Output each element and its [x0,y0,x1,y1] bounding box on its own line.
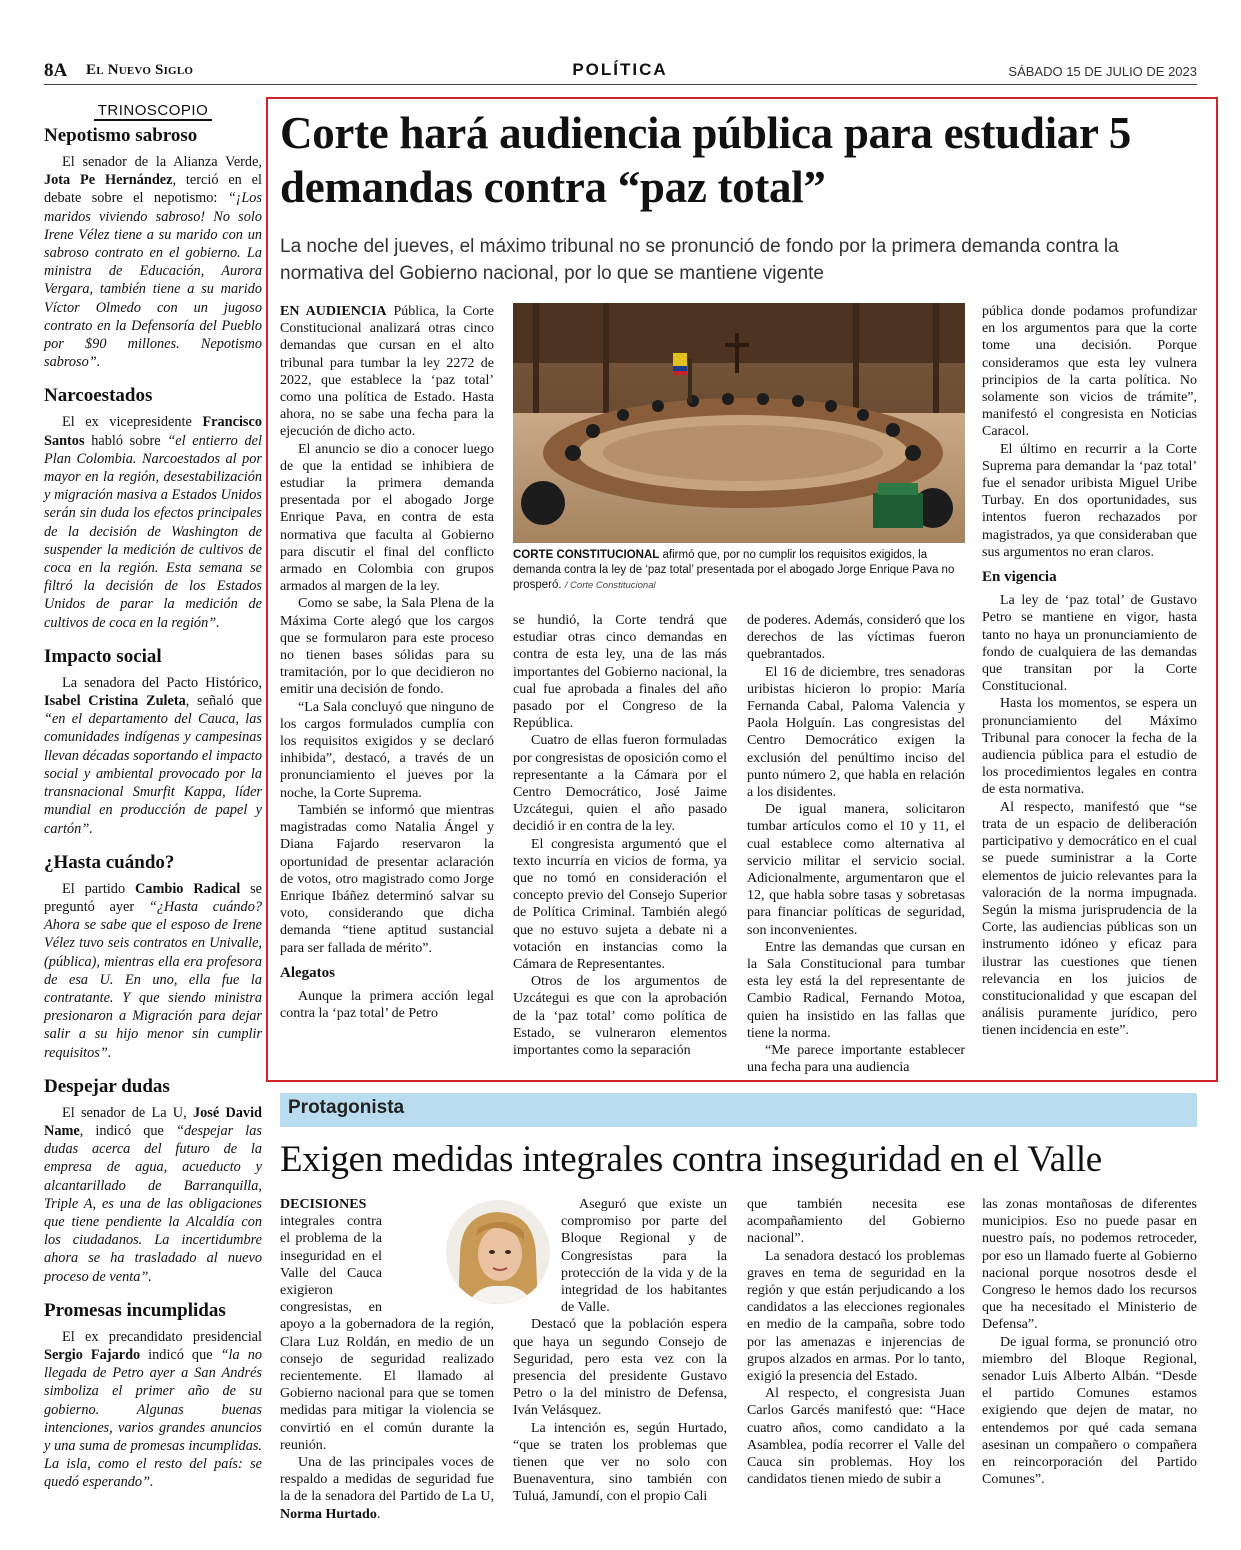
article-headline: Corte hará audiencia pública para estudiar 5 demandas contra “paz total” [280,108,1132,212]
sidebar-heading: Promesas incumplidas [44,1299,226,1321]
court-chamber-photo [513,303,965,543]
article-subhead: La noche del jueves, el máximo tribunal no se pronunció de fondo por la primera demanda contra la normativa del Gobierno nacional, por lo que se mantiene vigente [280,236,1119,284]
sidebar-heading: Impacto social [44,645,162,667]
sidebar-heading: Despejar dudas [44,1075,170,1097]
protagonista-headline: Exigen medidas integrales contra inseguridad en el Valle [280,1139,1102,1180]
sidebar-text: La senadora del Pacto Histórico, Isabel Cristina Zuleta, señaló que “en el departamento del Cauca, las comunidades indígenas y campesinas llevan décadas soportando el impacto social y ambiental provocado por la transnacional Smurfit Kappa, líder mundial en producción de papel y cartón”. [44,674,262,837]
caption-credit: / Corte Constitucional [564,580,656,591]
sidebar-heading: Nepotismo sabroso [44,125,198,146]
sidebar-heading: Narcoestados [44,385,153,407]
article-column-3: de poderes. Además, consideró que los derechos de las víctimas fueron quebrantados. El 16 de diciembre, tres senadoras uribistas hicieron lo propio: María Fernanda Cabal, Paloma Valencia y Paola Holguín. Las congresistas del Centro Democrático exigen la exclusión del penúltimo inciso del punto número 2, que habla en relación a los disidentes. De igual manera, solicitaron tumbar artículos como el 10 y 11, el cual establece como alternativa al servicio militar el servicio social. Adicionalmente, argumentaron que el 12, que habla sobre tasas y sobretasas para financiar políticas de seguridad, son inconvenientes. Entre las demandas que cursan en la Sala Constitucional para tumbar esta ley está la del representante de Cambio Radical, Fernando Motoa, quien ha insistido en las fallas que tiene la norma. “Me parece importante establecer una fecha para una audiencia [747,613,965,1076]
photo-caption [513,548,965,593]
sidebar-text: El ex precandidato presidencial Sergio Fajardo indicó que “la no llegada de Petro ayer a San Andrés simboliza el primer año de su gobierno. Algunas buenas intenciones, varios grandes anuncios y una suma de promesas incumplidas. La isla, como el resto del país: se quedó esperando”. [44,1328,262,1491]
page-number: 8A [44,60,68,81]
sidebar-heading: ¿Hasta cuándo? [44,851,175,873]
article-column-4: pública donde podamos profundizar en los argumentos para que la corte tome una decisión. Porque consideramos que esta ley vulnera principios de la carta política. No solamente son vicios de trámite”, manifestó el congresista en Noticias Caracol. El último en recurrir a la Corte Suprema para demandar la ‘paz total’ fue el senador uribista Miguel Uribe Turbay. En dos oportunidades, sus intentos fueron rechazados por magistrados, ya que consideraban que sus argumentos no eran claros. En vigencia La ley de ‘paz total’ de Gustavo Petro se mantiene en vigor, hasta tanto no haya un pronunciamiento de fondo de cualquiera de las demandas que transitan por la Corte Constitucional. Hasta los momentos, se espera un pronunciamiento del Máximo Tribunal para conocer la fecha de la audiencia pública para el estudio de los procedimientos legales en contra de esta normativa. Al respecto, manifestó que “se trata de un espacio de deliberación participativo y democrático en el cual se puede suministrar a la Corte elementos de juicio relevantes para la valoración de la norma impugnada. Según la misma jurisprudencia de la Corte, las audiencias públicas son un instrumento idóneo y eficaz para ilustrar las cuestiones que tienen relevancia en los juicios de constitucionalidad y que escapan del análisis puramente jurídico, pero tienen incidencia en este”. [982,304,1197,1039]
paper-name: El Nuevo Siglo [86,62,194,78]
caption-lead: CORTE CONSTITUCIONAL [513,549,660,561]
header-rule [44,84,1197,85]
portrait-spacer-left [513,1196,557,1300]
protagonista-column-2-text: Aseguró que existe un compromiso por parte del Bloque Regional y de Congresistas para la protección de la vida y de la integridad de los habitantes de Valle. Destacó que la población espera que haya un segundo Consejo de Seguridad, pero esta vez con la presencia del presidente Gustavo Petro o la del ministro de Defensa, Iván Velásquez. La intención es, según Hurtado, “que se traten los problemas que tienen que ver no solo con Buenaventura, sino también con Tuluá, Jamundí, con el propio Cali [513,1197,727,1505]
protagonista-column-1-text: DECISIONES integrales contra el problema de la inseguridad en el Valle del Cauca exigieron congresistas, en apoyo a la gobernadora de la región, Clara Luz Roldán, en medio de un consejo de seguridad realizado recientemente. El llamado al Gobierno nacional para que se tomen medidas para mitigar la violencia se convirtió en el común durante la reunión. Una de las principales voces de respaldo a medidas de seguridad fue la de la senadora del Partido de La U, Norma Hurtado. [280,1197,494,1522]
section-title: POLÍTICA [572,60,668,79]
sidebar-text: El partido Cambio Radical se preguntó ayer “¿Hasta cuándo? Ahora se sabe que el esposo de Irene Vélez tuvo seis contratos en Univalle, (pública), mientras ella era profesora de esa U. En uno, ella fue la contratante. Y que siendo ministra presionaron a Migración para dejar salir a su hijo menor sin cumplir requisitos”. [44,880,262,1061]
protagonista-label: Protagonista [288,1097,405,1118]
protagonista-column-4: las zonas montañosas de diferentes municipios. Eso no puede pasar en nuestro país, no podemos retroceder, por eso un llamado fuerte al Gobierno nacional porque nosotros desde el Congreso le hemos dado los recursos que ha necesitado el Ministerio de Defensa”. De igual forma, se pronunció otro miembro del Bloque Regional, senador Luis Alberto Albán. “Desde el partido Comunes estamos exigiendo que dejen de matar, no entendemos por qué cada semana asesinan un compañero o compañera en reincorporación del Partido Comunes”. [982,1197,1197,1488]
article-column-1: EN AUDIENCIA Pública, la Corte Constitucional analizará otras cinco demandas que cursan en el alto tribunal para tumbar la ley 2272 de 2022, que establece la ‘paz total’ como una política de Estado. Hasta ahora, no se sabe una fecha para la ejecución de dicho acto. El anuncio se dio a conocer luego de que la entidad se inhibiera de estudiar la primera demanda presentada por el abogado Jorge Enrique Pava, en contra de esta normativa que faculta al Gobierno para discutir el final del conflicto armado en Colombia con grupos armados al margen de la ley. Como se sabe, la Sala Plena de la Máxima Corte alegó que los cargos que se formularon para este proceso no tienen bases sólidas para su tramitación, por lo que decidieron no emitir una decisión de fondo. “La Sala concluyó que ninguno de los cargos formulados cumplía con los requisitos exigidos y se declaró inhibida”, destacó, a través de un pronunciamiento el jueves por la noche, la Corte Suprema. También se informó que mientras magistradas como Natalia Ángel y Diana Fajardo reservaron la oportunidad de presentar aclaración de votos, otro magistrado como Jorge Enrique Ibáñez determinó salvar su voto, considerando que dicha demanda “tiene aptitud sustancial para ser fallada de mérito”. Alegatos Aunque la primera acción legal contra la ‘paz total’ de Petro [280,304,494,1022]
protagonista-bar [280,1093,1197,1127]
sidebar-text: El senador de la Alianza Verde, Jota Pe Hernández, terció en el debate sobre el nepotismo: “¡Los maridos viviendo sabroso! No solo Irene Vélez tiene a su marido con un sabroso contrato en el gobierno. La ministra de Educación, Aurora Vergara, también tiene a su marido Víctor Olmedo con un jugoso contrato en la Defensoría del Pueblo por $90 millones. Nepotismo sabroso”. [44,154,262,371]
protagonista-column-3: que también necesita ese acompañamiento del Gobierno nacional”. La senadora destacó los problemas graves en tema de seguridad en la región y que están perjudicando a los candidatos a las elecciones regionales en medio de la campaña, sobre todo por las amenazas e injerencias de grupos alzados en armas. Por lo tanto, exigió la presencia del Estado. Al respecto, el congresista Juan Carlos Garcés manifestó que: “Hace cuatro años, como candidato a la Asamblea, podía recorrer el Valle del Cauca sin problemas. Hoy los candidatos tienen miedo de subir a [747,1197,965,1488]
sidebar-text: El senador de La U, José David Name, indicó que “despejar las dudas acerca del futuro de la empresa de agua, acueducto y alcantarillado de Barranquilla, Triple A, es una de las obligaciones que tiene pendiente la Alcaldía con los ciudadanos. La incertidumbre ahora se ha trasladado al nuevo proceso de venta”. [44,1104,263,1285]
sidebar-items [44,125,262,1492]
caption-text: afirmó que, por no cumplir los requisitos exigidos, la demanda contra la ley de ‘paz total’ presentada por el abogado Jorge Enrique Pava no prosperó. [513,549,955,591]
protagonista-column-2 [513,1196,727,1526]
sidebar-text: El ex vicepresidente Francisco Santos habló sobre “el entierro del Plan Colombia. Narcoestados al por mayor en la región, desestabilización y migración masiva a Estados Unidos serán sin duda los efectos principales de la decisión de Washington de suspender la medición de cultivos de coca en la región. Esta semana se filtró la decisión de los Estados Unidos de parar la medición de cultivos de coca en la región”. [44,414,262,631]
sidebar-title: TRINOSCOPIO [94,102,212,121]
issue-date: SÁBADO 15 DE JULIO DE 2023 [1008,64,1197,79]
article-column-2: se hundió, la Corte tendrá que estudiar otras cinco demandas en contra de esta ley, una de las más importantes del Gobierno nacional, la cual fue aprobada a finales del año pasado por el Congreso de la República. Cuatro de ellas fueron formuladas por congresistas de oposición como el representante a la Cámara por el Centro Democrático, José Jaime Uzcátegui, quien el año pasado decidió ir en contra de la ley. El congresista argumentó que el texto incurría en vicios de forma, ya que no tomó en consideración el concepto previo del Consejo Superior de Política Criminal. También alegó que no estuvo sujeta a debate ni a votación en instancias como la Cámara de Representantes. Otros de los argumentos de Uzcátegui es que con la aprobación de la ‘paz total’ como política de Estado, se vulneraron elementos importantes como la separación [513,613,727,1059]
trinoscopio-sidebar [44,102,262,1522]
